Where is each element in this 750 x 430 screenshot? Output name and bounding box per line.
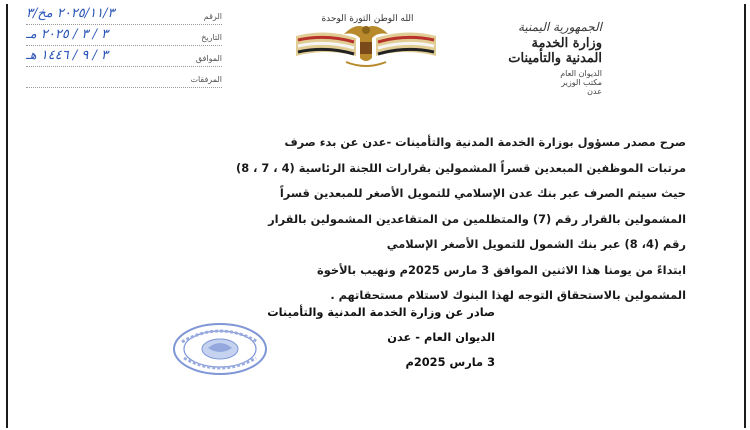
body-line: مرتبات الموظفين المبعدين قسراً المشمولين بقرارات اللجنة الرئاسية (4 ، 7 ، 8) xyxy=(235,160,686,175)
reference-number-field xyxy=(26,6,222,25)
date-field xyxy=(26,27,222,46)
ministry-name: وزارة الخدمة المدنية والتأمينات xyxy=(508,36,602,66)
body-line: المشمولين بالاستحقاق التوجه لهذا البنوك لاستلام مستحقاتهم . xyxy=(330,288,686,302)
office-line-1: الديوان العام xyxy=(560,69,602,78)
issuer-line: صادر عن وزارة الخدمة المدنية والتأمينات xyxy=(267,305,495,319)
republic-name: الجمهورية اليمنية xyxy=(517,20,602,34)
page-border-right xyxy=(744,4,746,428)
date-value: ٣ / ٣ / ٢٠٢٥ مـ xyxy=(26,27,109,42)
issue-date: 3 مارس 2025م xyxy=(405,355,495,369)
reference-fields xyxy=(26,6,222,90)
official-stamp-icon xyxy=(172,322,268,376)
hijri-date-value: ٣ / ٩ / ١٤٤٦ هـ xyxy=(26,48,109,63)
page-border-left xyxy=(6,4,8,428)
attachments-field xyxy=(26,69,222,88)
reference-number-value: ٢٠٢٥/١١/٣ مخ/٣ xyxy=(26,6,115,21)
emblem-caption: الله الوطن الثورة الوحدة xyxy=(321,14,414,24)
body-line: ابتداءً من يومنا هذا الاثنين الموافق 3 مارس 2025م ونهيب بالأخوة xyxy=(317,262,686,277)
letterhead xyxy=(492,20,602,96)
body-line: المشمولين بالقرار رقم (7) والمتظلمين من المتقاعدين المشمولين بالقرار xyxy=(268,211,686,226)
statement-body xyxy=(78,130,686,309)
hijri-date-label: الموافق xyxy=(195,54,222,63)
attachments-label: المرفقات xyxy=(190,75,222,84)
hijri-date-field xyxy=(26,48,222,67)
office-line-2: مكتب الوزير xyxy=(561,78,602,87)
signature-block xyxy=(255,300,495,375)
date-label: التاريخ xyxy=(201,33,222,42)
eagle-emblem-icon xyxy=(286,14,446,74)
office-line-3: عدن xyxy=(587,87,602,96)
reference-number-label: الرقم xyxy=(203,12,222,21)
body-line: حيث سيتم الصرف عبر بنك عدن الإسلامي للتمويل الأصغر للمبعدين قسراً xyxy=(279,186,686,200)
office-line: الديوان العام - عدن xyxy=(387,330,495,344)
body-line: رقم (4، 8) عبر بنك الشمول للتمويل الأصغر الإسلامي xyxy=(386,237,686,251)
body-line: صرح مصدر مسؤول بوزارة الخدمة المدنية والتأمينات -عدن عن بدء صرف xyxy=(284,135,686,149)
